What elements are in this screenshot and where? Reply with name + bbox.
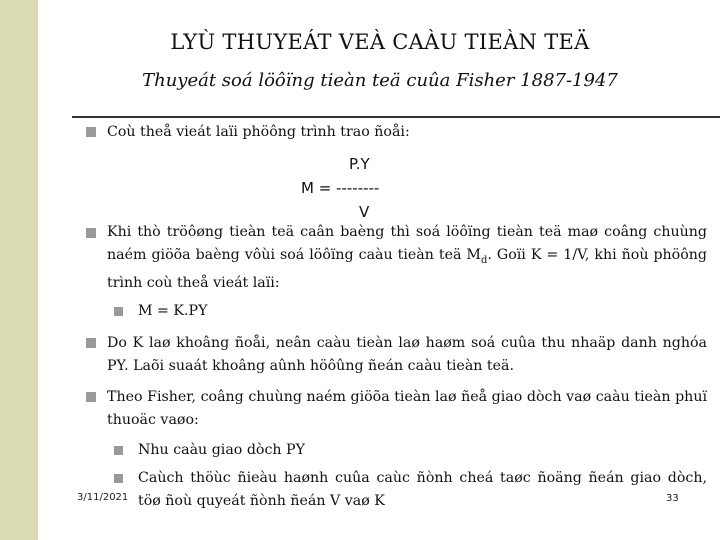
bullet-square-icon bbox=[114, 446, 123, 455]
bullet-square-icon bbox=[86, 338, 96, 348]
bullet-text: Theo Fisher, coâng chuùng naém giöõa tieàn laø ñeå giao dòch vaø caàu tieàn phuï thuoäc vaøo: bbox=[107, 389, 707, 428]
formula-denominator: V bbox=[359, 203, 370, 221]
bullet-square-icon bbox=[86, 228, 96, 238]
bullet-text: Do K laø khoâng ñoåi, neân caàu tieàn laø haøm soá cuûa thu nhaäp danh nghóa PY. Laõi suaát khoâng aûnh höôûng ñeán caàu tieàn teä. bbox=[107, 335, 707, 374]
bullet-square-icon bbox=[86, 127, 96, 137]
formula-numerator: P.Y bbox=[349, 155, 370, 173]
bullet-text: Coù theå vieát laïi phöông trình trao ñoåi: bbox=[107, 124, 410, 140]
bullet-text-part: Khi thò tröôøng tieàn teä caân baèng thì soá löôïng tieàn teä maø coâng chuùng naém giöõa baèng vôùi soá löôïng caàu tieàn teä M bbox=[107, 224, 707, 263]
slide-subtitle: Thuyeát soá löôïng tieàn teä cuûa Fisher 1887-1947 bbox=[142, 70, 618, 91]
bullet-text: Caùch thöùc ñieàu haønh cuûa caùc ñònh cheá taøc ñoäng ñeán giao dòch, töø ñoù quyeát ñònh ñeán V vaø K bbox=[138, 470, 707, 509]
formula-line: M = -------- bbox=[301, 179, 380, 197]
footer-date: 3/11/2021 bbox=[77, 492, 129, 503]
title-divider bbox=[72, 116, 720, 118]
bullet-square-icon bbox=[114, 307, 123, 316]
bullet-text: Nhu caàu giao dòch PY bbox=[138, 442, 305, 458]
bullet-square-icon bbox=[114, 474, 123, 483]
subscript: d bbox=[480, 254, 488, 266]
bullet-square-icon bbox=[86, 392, 96, 402]
sidebar-accent-bar bbox=[0, 0, 38, 540]
slide-title: LYÙ THUYEÁT VEÀ CAÀU TIEÀN TEÄ bbox=[170, 30, 590, 54]
slide-number: 33 bbox=[666, 493, 679, 504]
bullet-text-part: . Goïi K = 1/V, khi ñoù phöông trình coù theå vieát laïi: bbox=[107, 247, 707, 291]
bullet-text: M = K.PY bbox=[138, 303, 208, 319]
bullet-text bbox=[107, 221, 707, 295]
